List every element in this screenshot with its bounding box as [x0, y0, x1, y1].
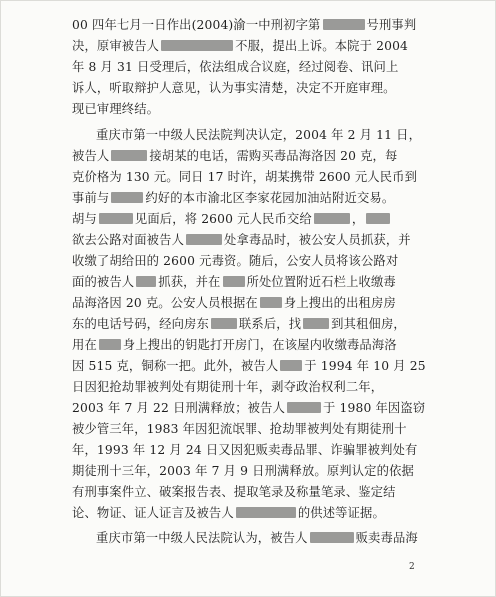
- redaction-block: [260, 297, 282, 308]
- text-line: [72, 39, 408, 53]
- text-segment: 论、物证、证人证言及被告人: [72, 506, 234, 520]
- text-segment: 约好的本市渝北区李家花园加油站附近交易。: [145, 191, 395, 205]
- text-line: [72, 380, 383, 394]
- text-segment: 00 四年七月一日作出(2004)渝一中刑初字第: [72, 18, 321, 32]
- text-line: [72, 18, 416, 32]
- text-segment: 不服，提出上诉。本院于 2004: [235, 39, 409, 53]
- redaction-block: [136, 276, 156, 287]
- redaction-block: [314, 213, 350, 224]
- text-segment: 欲去公路对面被告人: [72, 233, 185, 247]
- redaction-block: [111, 150, 147, 161]
- text-segment: 贩卖毒品海: [355, 531, 418, 545]
- redaction-block: [366, 213, 390, 224]
- text-segment: 有刑事案件立、破案报告表、提取笔录及称量笔录、鉴定结: [72, 485, 396, 499]
- text-segment: 事前与: [72, 191, 110, 205]
- redaction-block: [303, 318, 329, 329]
- text-segment: 东的电话号码，经向房东: [72, 317, 209, 331]
- redaction-block: [287, 402, 321, 413]
- text-line: [72, 149, 397, 163]
- redaction-block: [186, 234, 222, 245]
- text-segment: 的供述等证据。: [297, 506, 385, 520]
- text-segment: 决，原审被告人: [72, 39, 160, 53]
- text-segment: 处拿毒品时，被公安人员抓获，并: [224, 233, 411, 247]
- text-segment: 号刑事判: [366, 18, 417, 32]
- redaction-block: [310, 532, 354, 543]
- text-segment: 被少管三年，1983 年因犯流氓罪、抢劫罪被判处有期徒刑十: [72, 422, 407, 436]
- text-segment: 身上搜出的钥匙打开房门，在该屋内收缴毒品海洛: [122, 338, 397, 352]
- text-line: [72, 81, 396, 95]
- text-line: [72, 102, 159, 116]
- text-segment: 到其租佃房，: [331, 317, 406, 331]
- text-segment: 年，1993 年 12 月 24 日又因犯贩卖毒品罪、诈骗罪被判处有: [72, 443, 418, 457]
- text-segment: 面的被告人: [72, 275, 135, 289]
- redaction-block: [99, 213, 133, 224]
- text-line: [72, 191, 394, 205]
- text-segment: ，: [351, 212, 365, 226]
- text-line: [72, 338, 397, 352]
- page-number: 2: [409, 562, 415, 572]
- text-segment: 年 8 月 31 日受理后，依法组成合议庭，经过阅卷、讯问上: [72, 60, 399, 74]
- text-segment: 被告人: [72, 149, 110, 163]
- text-segment: 抓获，并在: [158, 275, 221, 289]
- text-line: [72, 359, 426, 373]
- text-segment: 所处位置附近石栏上收缴毒: [246, 275, 396, 289]
- redaction-block: [99, 339, 121, 350]
- text-segment: 2003 年 7 月 22 日刑满释放；被告人: [72, 401, 286, 415]
- text-segment: 日因犯抢劫罪被判处有期徒刑十年，剥夺政治权利二年，: [72, 380, 384, 394]
- text-line: [72, 296, 396, 310]
- redaction-block: [161, 40, 233, 51]
- text-segment: 重庆市第一中级人民法院判决认定，2004 年 2 月 11 日，: [96, 128, 422, 142]
- redaction-block: [280, 360, 302, 371]
- text-line: [72, 254, 398, 268]
- text-line: [72, 170, 417, 184]
- text-segment: 品海洛因 20 克。公安人员根据在: [72, 296, 258, 310]
- text-segment: 现已审理终结。: [72, 102, 160, 116]
- text-segment: 收缴了胡给田的 2600 元毒资。随后，公安人员将该公路对: [72, 254, 399, 268]
- text-segment: 重庆市第一中级人民法院认为，被告人: [96, 531, 308, 545]
- text-line: [72, 60, 398, 74]
- redaction-block: [236, 507, 296, 518]
- text-line: [72, 506, 385, 520]
- text-line: [96, 128, 421, 142]
- text-segment: 联系后，找: [238, 317, 302, 331]
- text-line: [72, 233, 411, 247]
- text-segment: 于 1980 年因盗窃: [323, 401, 426, 415]
- text-line: [96, 531, 418, 545]
- redaction-block: [111, 192, 143, 203]
- text-segment: 胡与: [72, 212, 97, 226]
- text-line: [72, 212, 392, 226]
- text-line: [72, 401, 425, 415]
- text-segment: 诉人，听取辩护人意见，认为事实清楚，决定不开庭审理。: [72, 81, 396, 95]
- redaction-block: [323, 19, 365, 30]
- text-segment: 克价格为 130 元。同日 17 时许，胡某携带 2600 元人民币到: [72, 170, 418, 184]
- text-segment: 见面后，将 2600 元人民币交给: [134, 212, 312, 226]
- redaction-block: [211, 318, 237, 329]
- text-line: [72, 485, 396, 499]
- text-segment: 接胡某的电话，需购买毒品海洛因 20 克，每: [149, 149, 398, 163]
- text-line: [72, 464, 414, 478]
- text-segment: 期徒刑十三年，2003 年 7 月 9 日刑满释放。原判认定的依据: [72, 464, 414, 478]
- text-line: [72, 443, 417, 457]
- text-line: [72, 422, 407, 436]
- text-segment: 于 1994 年 10 月 25: [304, 359, 426, 373]
- text-segment: 用在: [72, 338, 97, 352]
- text-segment: 身上搜出的出租房房: [283, 296, 396, 310]
- text-line: [72, 317, 406, 331]
- redaction-block: [223, 276, 245, 287]
- text-line: [72, 275, 396, 289]
- text-segment: 因 515 克，铜称一把。此外，被告人: [72, 359, 279, 373]
